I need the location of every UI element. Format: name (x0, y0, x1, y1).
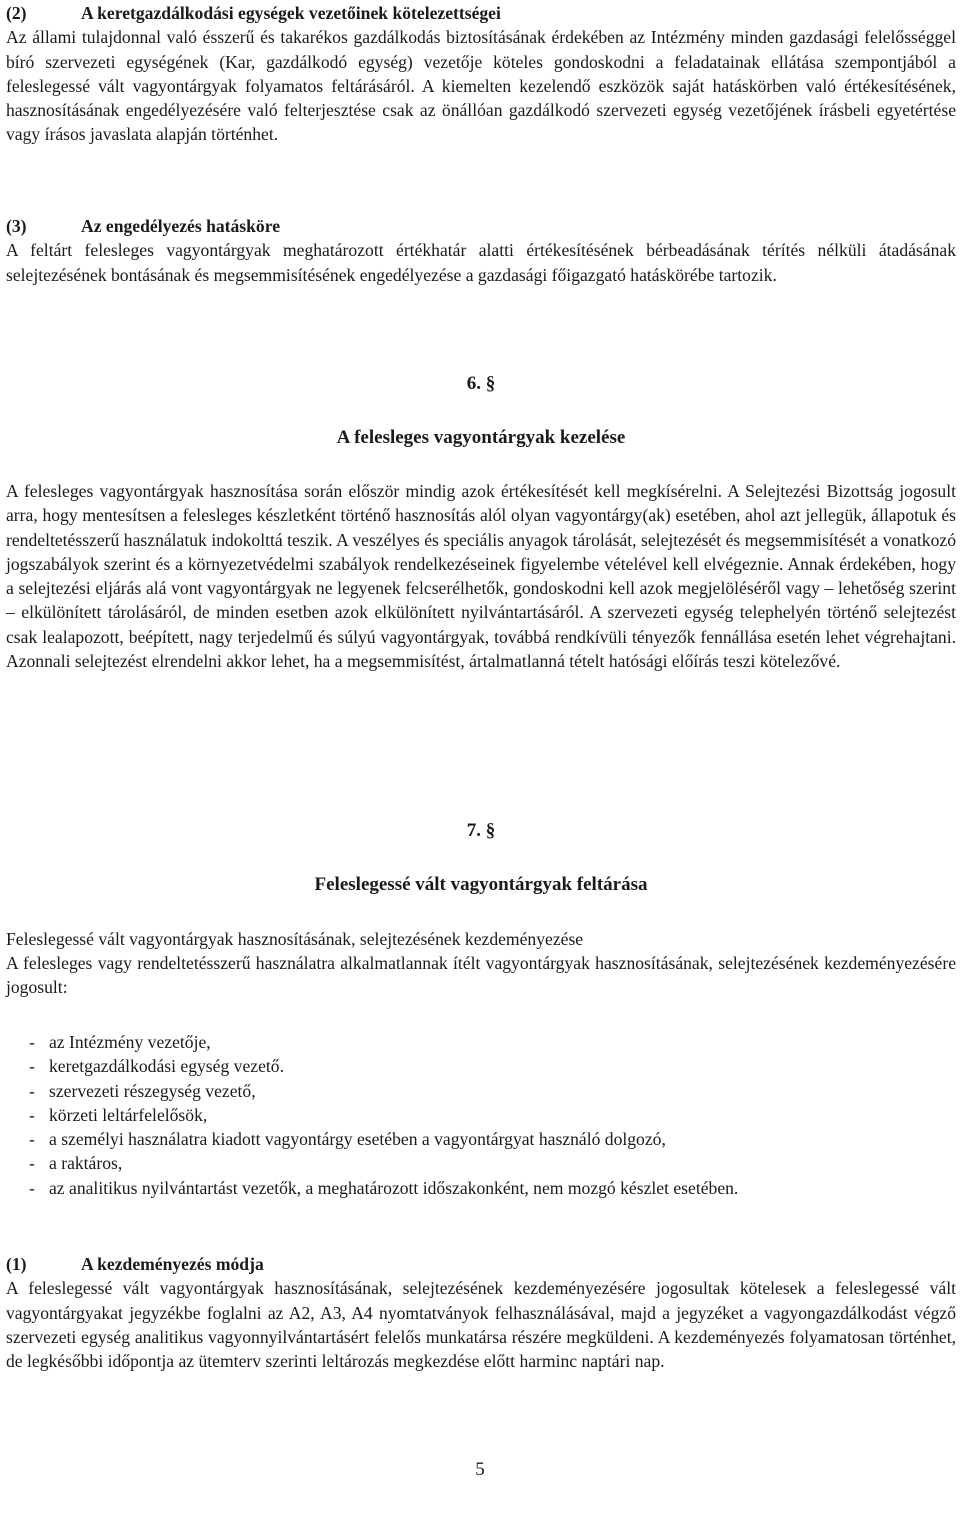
list-item (6, 1103, 956, 1127)
list-item-text: a személyi használatra kiadott vagyontárgy esetében a vagyontárgyat használó dolgozó, (49, 1129, 666, 1150)
section-1-title: A kezdeményezés módja (81, 1254, 264, 1274)
list-item (6, 1127, 956, 1151)
chapter-7-intro: A felesleges vagy rendeltetésszerű használatra alkalmatlannak ítélt vagyontárgyak hasznosításának, selejtezésének kezdeményezésére jogosult: (6, 953, 956, 998)
section-3-heading (6, 214, 956, 238)
section-2-title: A keretgazdálkodási egységek vezetőinek kötelezettségei (81, 3, 501, 23)
list-item (6, 1030, 956, 1054)
list-item-text: körzeti leltárfelelősök, (49, 1104, 208, 1125)
section-3-title: Az engedélyezés hatásköre (81, 216, 281, 236)
section-3-body: A feltárt felesleges vagyontárgyak meghatározott értékhatár alatti értékesítésének bérbeadásának térítés nélküli átadásának selejtezésének bontásának és megsemmisítésének engedélyezése a gazdasági főigazgató hatáskörébe tartozik. (6, 240, 956, 285)
list-item-text: a raktáros, (49, 1153, 123, 1174)
dash-bullet: - (29, 1129, 35, 1150)
section-2-heading (6, 1, 956, 25)
initiator-list (6, 1030, 956, 1200)
chapter-6-number: 6. § (466, 373, 496, 394)
list-item-text: az analitikus nyilvántartást vezetők, a meghatározott időszakonként, nem mozgó készlet esetében. (49, 1177, 739, 1198)
section-2 (6, 1, 956, 147)
dash-bullet: - (29, 1032, 35, 1052)
list-item (6, 1054, 956, 1078)
chapter-6-title: A felesleges vagyontárgyak kezelése (336, 427, 626, 448)
chapter-7-number: 7. § (466, 820, 496, 841)
section-3-number: (3) (6, 216, 27, 236)
chapter-7-title: Feleslegessé vált vagyontárgyak feltárása (314, 874, 648, 895)
list-item-text: szervezeti részegység vezető, (49, 1080, 256, 1101)
list-item-text: keretgazdálkodási egység vezető. (49, 1056, 284, 1077)
list-item (6, 1079, 956, 1103)
section-3 (6, 214, 956, 287)
dash-bullet: - (29, 1080, 35, 1101)
dash-bullet: - (29, 1056, 35, 1077)
list-item-text: az Intézmény vezetője, (49, 1032, 211, 1052)
section-2-number: (2) (6, 3, 27, 23)
dash-bullet: - (29, 1153, 35, 1174)
chapter-6-body: A felesleges vagyontárgyak hasznosítása során először mindig azok értékesítését kell megkísérelni. A Selejtezési Bizottság jogosult arra, hogy mentesítsen a felesleges készletként történő hasznosítás alól olyan vagyontárgy(ak) esetében, ahol azt jellegük, állapotuk és rendeltetésszerű használatuk indokolttá teszik. A veszélyes és speciális anyagok tárolását, selejtezését és megsemmisítését a vonatkozó jogszabályok szerint és a környezetvédelmi szabályok rendelkezéseinek figyelembe vételével kell elvégeznie. Annak érdekében, hogy a selejtezési eljárás alá vont vagyontárgyak ne legyenek felcserélhetők, gondoskodni kell azok megjelöléséről vagy – lehetőség szerint – elkülönített tárolásáról, de minden esetben azok elkülönített nyilvántartásáról. A szervezeti egység telephelyén történő selejtezést csak lealapozott, beépített, nagy terjedelmű és súlyú vagyontárgyak, továbbá rendkívüli tényezők fennállása esetén lehet végrehajtani. Azonnali selejtezést elrendelni akkor lehet, ha a megsemmisítést, ártalmatlanná tételt hatósági előírás teszi kötelezővé. (6, 481, 956, 672)
section-1 (6, 1252, 956, 1373)
section-2-body: Az állami tulajdonnal való ésszerű és takarékos gazdálkodás biztosításának érdekében az Intézmény minden gazdasági felelősséggel bíró szervezeti egységének (Kar, gazdálkodó egység) vezetője köteles gondoskodni a feladatainak ellátása szempontjából a feleslegessé vált vagyontárgyak folyamatos feltárásáról. A kiemelten kezelendő eszközök saját hatáskörben való értékesítésének, hasznosításának engedélyezésére való felterjesztése csak az önállóan gazdálkodó szervezeti egység vezetőjének írásbeli egyetértése vagy írásos javaslata alapján történhet. (6, 27, 956, 145)
dash-bullet: - (29, 1177, 35, 1198)
list-item (6, 1151, 956, 1175)
section-1-number: (1) (6, 1254, 27, 1274)
page-number: 5 (475, 1459, 485, 1480)
list-item (6, 1176, 956, 1200)
section-1-heading (6, 1252, 956, 1276)
section-1-body: A feleslegessé vált vagyontárgyak hasznosításának, selejtezésének kezdeményezésére jogosultak kötelesek a feleslegessé vált vagyontárgyakat jegyzékbe foglalni az A2, A3, A4 nyomtatványok felhasználásával, majd a jegyzéket a vagyongazdálkodást végző szervezeti egység analitikus vagyonnyilvántartásért felelős munkatársa részére megküldeni. A kezdeményezés folyamatosan történhet, de legkésőbbi időpontja az ütemterv szerinti leltározás megkezdése előtt harminc naptári nap. (6, 1278, 956, 1372)
dash-bullet: - (29, 1104, 35, 1125)
chapter-7-subtitle: Feleslegessé vált vagyontárgyak hasznosításának, selejtezésének kezdeményezése (6, 929, 584, 949)
